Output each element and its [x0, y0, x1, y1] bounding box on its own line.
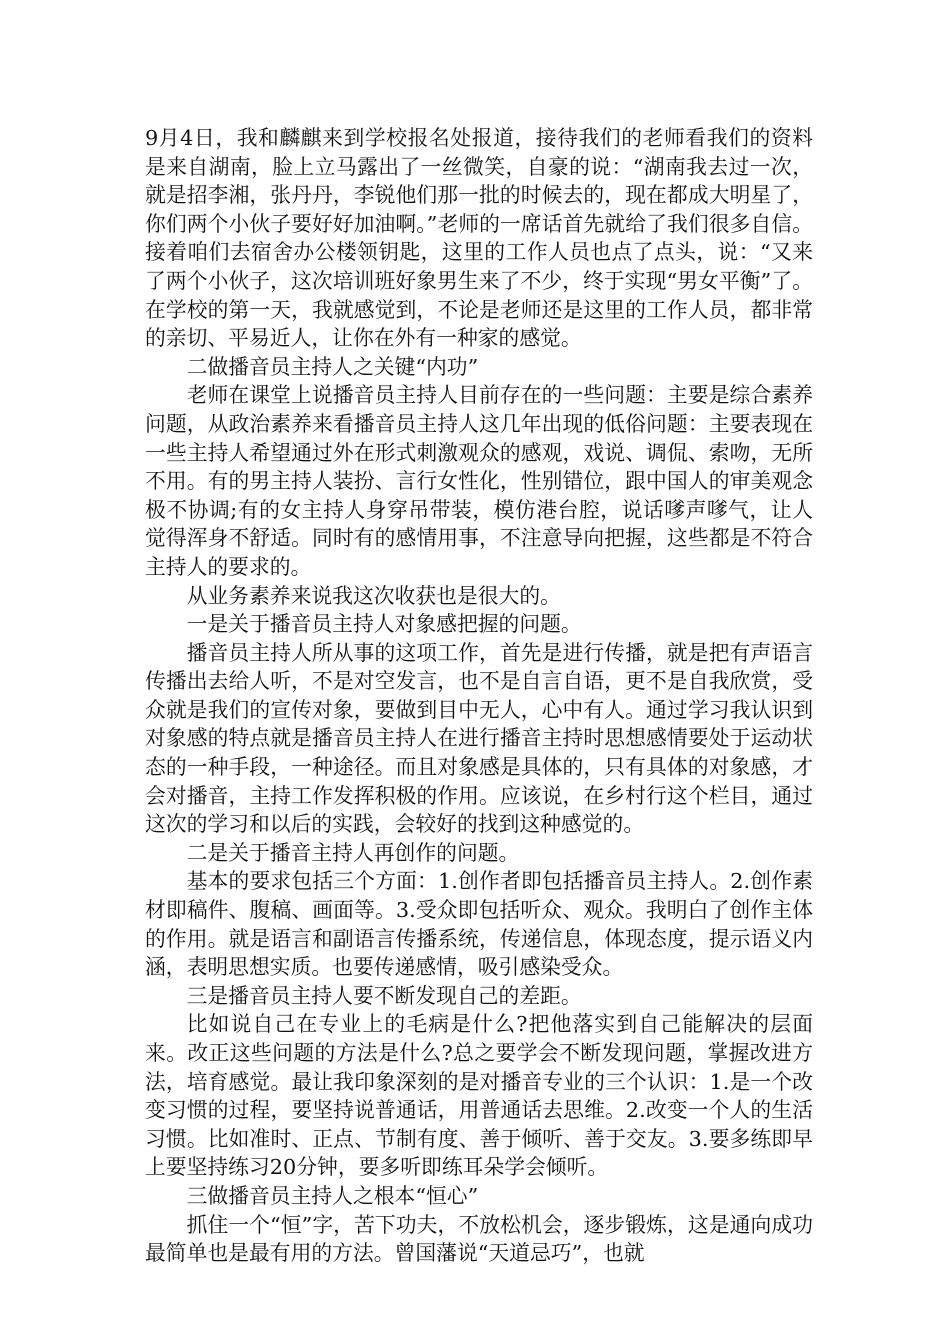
- paragraph-professional-gain: 从业务素养来说我这次收获也是很大的。: [186, 583, 561, 608]
- document-body: [145, 124, 813, 1268]
- paragraph-arrival: 9月4日，我和麟麒来到学校报名处报道，接待我们的老师看我们的资料是来自湖南，脸上立马露出了一丝微笑，自豪的说：“湖南我去过一次，就是招李湘，张丹丹，李锐他们那一批的时候去的，现在都成大明星了，你们两个小伙子要好好加油啊。”老师的一席话首先就给了我们很多自信。接着咱们去宿舍办公楼领钥匙，这里的工作人员也点了点头，说：“又来了两个小伙子，这次培训班好象男生来了不少，终于实现“男女平衡”了。在学校的第一天，我就感觉到，不论是老师还是这里的工作人员，都非常的亲切、平易近人，让你在外有一种家的感觉。: [145, 126, 813, 351]
- paragraph-perseverance: 抓住一个“恒”字，苦下功夫，不放松机会，逐步锻炼，这是通向成功最简单也是最有用的方法。曾国藩说“天道忌巧”，也就: [145, 1212, 813, 1266]
- heading-perseverance: 三做播音员主持人之根本“恒心”: [186, 1183, 479, 1208]
- subheading-audience-sense: 一是关于播音员主持人对象感把握的问题。: [186, 612, 582, 637]
- paragraph-recreation: 基本的要求包括三个方面：1.创作者即包括播音员主持人。2.创作素材即稿件、腹稿、画面等。3.受众即包括听众、观众。我明白了创作主体的作用。就是语言和副语言传播系统，传递信息，体现态度，提示语义内涵，表明思想实质。也要传递感情，吸引感染受众。: [145, 869, 813, 980]
- subheading-recreation: 二是关于播音主持人再创作的问题。: [186, 840, 520, 865]
- paragraph-audience-sense: 播音员主持人所从事的这项工作，首先是进行传播，就是把有声语言传播出去给人听，不是对空发言，也不是自言自语，更不是自我欣赏，受众就是我们的宣传对象，要做到目中无人，心中有人。通过学习我认识到对象感的特点就是播音员主持人在进行播音主持时思想感情要处于运动状态的一种手段，一种途径。而且对象感是具体的，只有具体的对象感，才会对播音，主持工作发挥积极的作用。应该说，在乡村行这个栏目，通过这次的学习和以后的实践，会较好的找到这种感觉的。: [145, 640, 813, 837]
- paragraph-find-gaps: 比如说自己在专业上的毛病是什么?把他落实到自己能解决的层面来。改正这些问题的方法是什么?总之要学会不断发现问题，掌握改进方法，培育感觉。最让我印象深刻的是对播音专业的三个认识：1.是一个改变习惯的过程，要坚持说普通话，用普通话去思维。2.改变一个人的生活习惯。比如准时、正点、节制有度、善于倾听、善于交友。3.要多练即早上要坚持练习20分钟，要多听即练耳朵学会倾听。: [145, 1012, 813, 1180]
- paragraph-problems: 老师在课堂上说播音员主持人目前存在的一些问题：主要是综合素养问题，从政治素养来看播音员主持人这几年出现的低俗问题：主要表现在一些主持人希望通过外在形式刺激观众的感观，戏说、调侃、索吻，无所不用。有的男主持人装扮、言行女性化，性别错位，跟中国人的审美观念极不协调;有的女主持人身穿吊带装，模仿港台腔，说话嗲声嗲气，让人觉得浑身不舒适。同时有的感情用事，不注意导向把握，这些都是不符合主持人的要求的。: [145, 383, 813, 579]
- heading-inner-skill: 二做播音员主持人之关键“内功”: [186, 354, 479, 379]
- subheading-find-gaps: 三是播音员主持人要不断发现自己的差距。: [186, 983, 582, 1008]
